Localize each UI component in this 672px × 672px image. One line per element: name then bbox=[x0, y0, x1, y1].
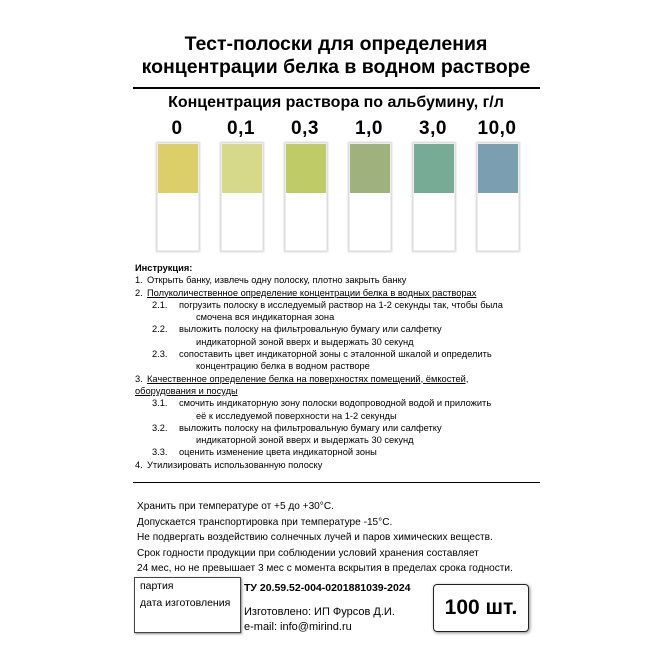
storage-conditions bbox=[137, 499, 513, 577]
step-2-2 bbox=[135, 323, 540, 335]
test-strip-5 bbox=[477, 143, 519, 251]
step-text: сопоставить цвет индикаторной зоны с эталонной шкалой и определить bbox=[179, 349, 492, 360]
scale-label-1: 0,1 bbox=[227, 118, 255, 139]
test-strip-1 bbox=[221, 143, 263, 251]
step-3-1 bbox=[135, 397, 540, 409]
step-number: 3. bbox=[135, 373, 143, 384]
test-strip-2 bbox=[285, 143, 327, 251]
step-2-1 bbox=[135, 299, 540, 311]
scale-labels bbox=[0, 118, 672, 144]
step-text: Утилизировать использованную полоску bbox=[147, 459, 323, 470]
indicator-pad-2 bbox=[286, 144, 326, 193]
indicator-pad-4 bbox=[414, 144, 454, 193]
indicator-pad-1 bbox=[222, 144, 262, 193]
step-text: индикаторной зоной вверх и выдержать 30 секунд bbox=[196, 435, 414, 446]
indicator-pad-5 bbox=[478, 144, 518, 193]
step-2-3-cont bbox=[135, 360, 540, 372]
scale-label-4: 3,0 bbox=[419, 118, 447, 139]
scale-label-3: 1,0 bbox=[355, 118, 383, 139]
step-2-2-cont bbox=[135, 336, 540, 348]
step-text: индикаторной зоной вверх и выдержать 30 секунд bbox=[196, 336, 414, 347]
step-text: Открыть банку, извлечь одну полоску, плотно закрыть банку bbox=[147, 275, 407, 286]
manufacturer-info bbox=[244, 605, 395, 635]
step-text: Качественное определение белка на поверхностях помещений, ёмкостей, bbox=[147, 373, 469, 384]
manufacturer: Изготовлено: ИП Фурсов Д.И. bbox=[244, 606, 395, 618]
batch-label: партия bbox=[140, 580, 174, 592]
test-strip-3 bbox=[349, 143, 391, 251]
step-4 bbox=[135, 459, 540, 471]
step-number: 2. bbox=[135, 287, 143, 298]
storage-line: Допускается транспортировка при температуре -15°С. bbox=[137, 516, 393, 528]
step-text: Полуколичественное определение концентрации белка в водных растворах bbox=[147, 287, 477, 298]
storage-line: Хранить при температуре от +5 до +30°С. bbox=[137, 501, 334, 512]
step-number: 2.1. bbox=[152, 299, 168, 310]
scale-label-0: 0 bbox=[171, 118, 183, 139]
scale-label-2: 0,3 bbox=[291, 118, 319, 139]
step-number: 3.2. bbox=[152, 422, 168, 433]
title-line-1: Тест-полоски для определения bbox=[184, 33, 488, 55]
step-number: 3.1. bbox=[152, 398, 168, 409]
middle-divider bbox=[133, 482, 540, 483]
step-number: 2.3. bbox=[152, 349, 168, 360]
storage-line: 24 мес, но не превышает 3 мес с момента вскрытия в пределах срока годности. bbox=[137, 563, 513, 574]
step-text: смочена вся индикаторная зона bbox=[196, 312, 335, 323]
step-text: её к исследуемой поверхности на 1-2 секунды bbox=[196, 410, 397, 421]
scale-label-5: 10,0 bbox=[477, 118, 517, 139]
tu-number: ТУ 20.59.52-004-0201881039-2024 bbox=[244, 582, 411, 594]
top-divider bbox=[133, 87, 540, 89]
test-strip-4 bbox=[413, 143, 455, 251]
step-2-1-cont bbox=[135, 311, 540, 323]
storage-line: Срок годности продукции при соблюдении условий хранения составляет bbox=[137, 547, 479, 559]
step-3-2 bbox=[135, 422, 540, 434]
batch-box bbox=[134, 577, 241, 633]
step-text: оценить изменение цвета индикаторной зоны bbox=[179, 447, 377, 458]
page-title bbox=[0, 33, 672, 79]
indicator-pad-3 bbox=[350, 144, 390, 193]
manufacture-date-label: дата изготовления bbox=[140, 597, 231, 609]
step-text: концентрацию белка в водном растворе bbox=[196, 361, 370, 372]
email: e-mail: info@mirind.ru bbox=[244, 621, 352, 633]
step-text: выложить полоску на фильтровальную бумагу или салфетку bbox=[179, 422, 442, 433]
instructions bbox=[135, 262, 540, 471]
step-2 bbox=[135, 287, 540, 299]
step-1 bbox=[135, 274, 540, 286]
step-3 bbox=[135, 373, 540, 385]
scale-subtitle: Концентрация раствора по альбумину, г/л bbox=[168, 94, 504, 111]
step-3-1-cont bbox=[135, 410, 540, 422]
step-number: 1. bbox=[135, 275, 143, 286]
step-number: 4. bbox=[135, 459, 143, 470]
test-strip-0 bbox=[157, 143, 199, 251]
storage-line: Не подвергать воздействию солнечных лучей и паров химических веществ. bbox=[137, 532, 493, 543]
step-3-3 bbox=[135, 446, 540, 458]
quantity-badge: 100 шт. bbox=[433, 584, 529, 632]
indicator-pad-0 bbox=[158, 144, 198, 193]
step-2-3 bbox=[135, 348, 540, 360]
step-text: выложить полоску на фильтровальную бумагу или салфетку bbox=[179, 324, 442, 335]
step-number: 3.3. bbox=[152, 447, 168, 458]
instructions-heading: Инструкция: bbox=[135, 263, 193, 273]
step-text: оборудования и посуды bbox=[135, 385, 238, 396]
step-3-2-cont bbox=[135, 434, 540, 446]
step-text: погрузить полоску в исследуемый раствор на 1-2 секунды так, чтобы была bbox=[179, 299, 503, 310]
step-text: смочить индикаторную зону полоски водопроводной водой и приложить bbox=[179, 398, 492, 409]
title-line-2: концентрации белка в водном растворе bbox=[141, 56, 531, 78]
step-3-cont bbox=[135, 385, 540, 397]
step-number: 2.2. bbox=[152, 324, 168, 335]
